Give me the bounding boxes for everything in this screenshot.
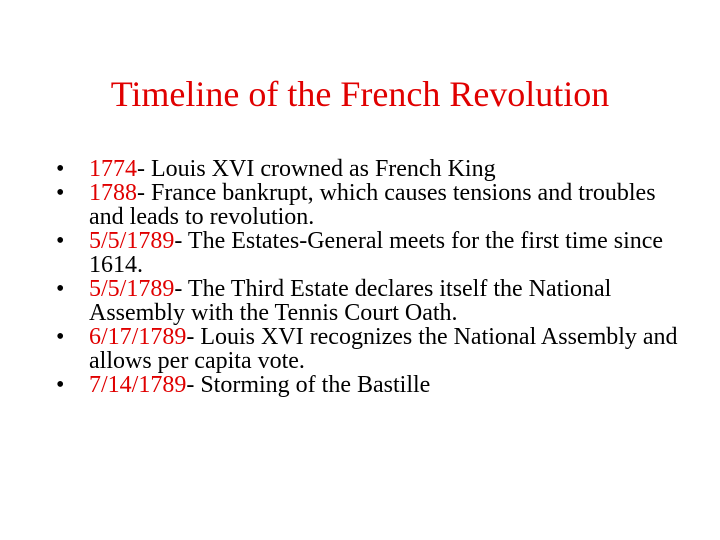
event-date: 1788 [89,180,137,206]
list-item [56,325,696,373]
event-text: - The Third Estate declares itself the National Assembly with the Tennis Court Oath. [89,276,612,326]
event-date: 7/14/1789 [89,372,187,398]
bullet-icon: • [56,324,65,350]
event-text: - The Estates-General meets for the first time since 1614. [89,228,664,278]
bullet-icon: • [56,228,65,254]
event-date: 5/5/1789 [89,276,175,302]
slide-title: Timeline of the French Revolution [110,74,610,114]
bullet-icon: • [56,180,65,206]
timeline-list [56,157,696,397]
event-text: - Louis XVI crowned as French King [137,156,496,182]
list-item [56,157,696,181]
list-item [56,277,696,325]
list-item [56,373,696,397]
list-item [56,181,696,229]
event-date: 1774 [89,156,137,182]
event-text: - Louis XVI recognizes the National Assembly and allows per capita vote. [89,324,678,374]
event-date: 6/17/1789 [89,324,187,350]
event-text: - Storming of the Bastille [186,372,431,398]
event-date: 5/5/1789 [89,228,175,254]
bullet-icon: • [56,276,65,302]
bullet-icon: • [56,372,65,398]
bullet-icon: • [56,156,65,182]
list-item [56,229,696,277]
event-text: - France bankrupt, which causes tensions and troubles and leads to revolution. [89,180,656,230]
